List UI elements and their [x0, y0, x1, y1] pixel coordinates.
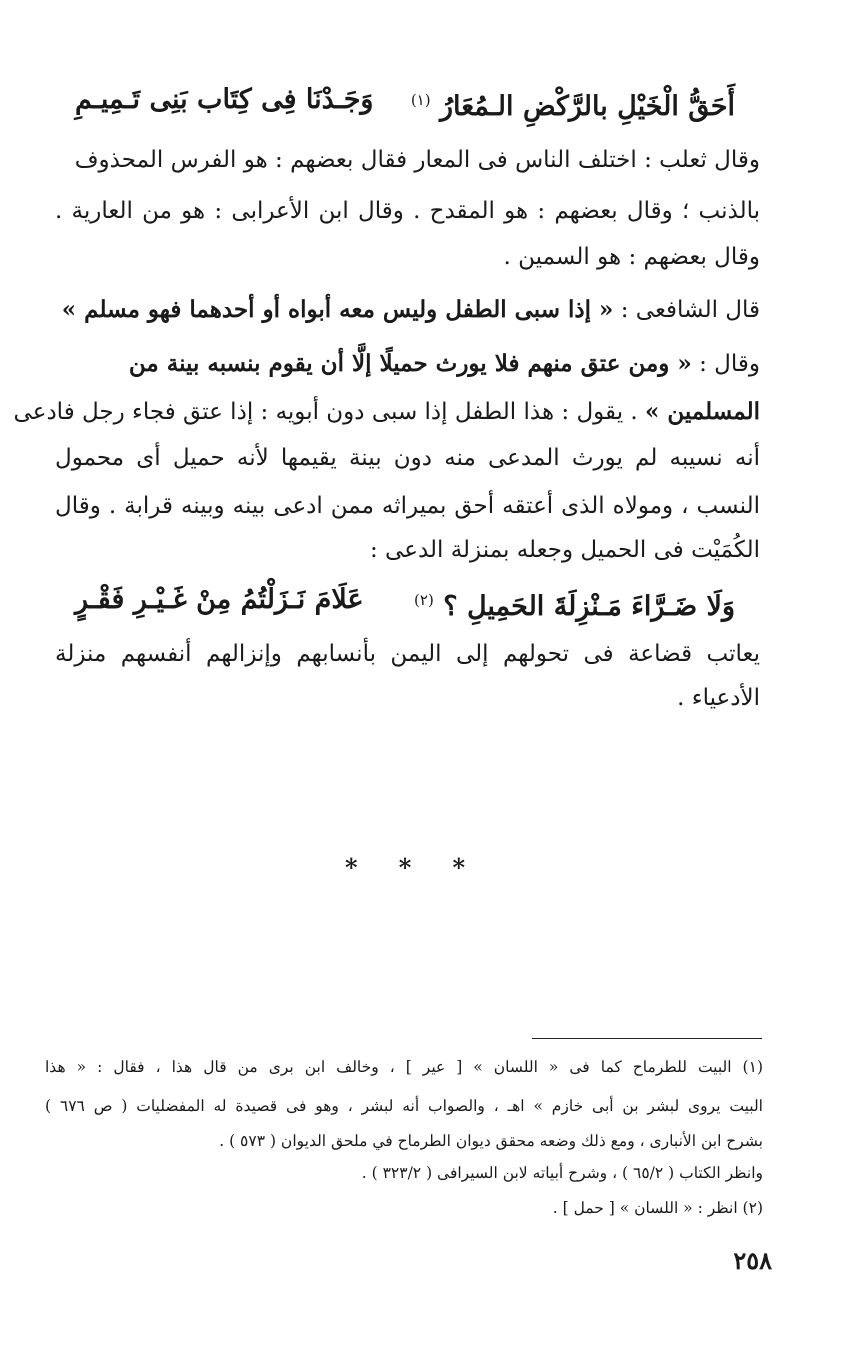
shafii-lead: قال الشافعى : [620, 297, 760, 323]
footnote-1-line-4: وانظر الكتاب ( ٦٥/٢ ) ، وشرح أبياته لابن السيرافى ( ٣٢٣/٢ ) . [361, 1164, 763, 1182]
page-number: ٢٥٨ [733, 1246, 772, 1275]
verse-1-second-hemistich: أَحَقُّ الْخَيْلِ بالرَّكْضِ الـمُعَارُ $^{(١)}$ [410, 91, 735, 122]
paragraph-1-line-3: وقال بعضهم : هو السمين . [503, 244, 760, 270]
paragraph-2-quote-end: المسلمين » [645, 398, 760, 425]
paragraph-3-line-1: يعاتب قضاعة فى تحولهم إلى اليمن بأنسابهم وإنزالهم أنفسهم منزلة [55, 641, 760, 667]
footnote-1-line-1: (١) البيت للطرماح كما فى « اللسان » [ عير ] ، وخالف ابن برى من قال هذا ، فقال : « هذا [45, 1058, 763, 1076]
separator-star: * [398, 853, 412, 882]
paragraph-2-quote-start: « ومن عتق منهم فلا يورث حميلًا إلَّا أن يقوم بنسبه بينة من [128, 350, 692, 377]
verse-2 [75, 580, 735, 627]
footnote-2: (٢) انظر : « اللسان » [ حمل ] . [552, 1199, 763, 1217]
paragraph-2-line-5: الكُمَيْت فى الحميل وجعله بمنزلة الدعى : [369, 537, 760, 563]
verse-1 [75, 80, 735, 127]
paragraph-3-line-2: الأدعياء . [677, 685, 760, 711]
verse-1-first-hemistich: وَجَـدْنَا فِى كِتَاب بَنِى تَـمِيـمِ [75, 84, 374, 115]
verse-2-first-hemistich: عَلَامَ نَـزَلْتُمُ مِنْ غَـيْـرِ فَقْـرٍ [75, 584, 364, 615]
paragraph-2-lead: وقال : [699, 351, 760, 377]
section-separator [345, 853, 465, 883]
footnote-ref-2: (٢) [414, 591, 434, 609]
footnote-1-line-2: البيت يروى لبشر بن أبى خازم » اهـ ، والصواب أنه لبشر ، وهو فى قصيدة له المفضليات ( ص ٦٧٦ ) [45, 1097, 763, 1115]
footnote-ref-1: (١) [410, 91, 431, 109]
shafii-line [55, 290, 760, 330]
verse-2-second-hemistich: وَلَا ضَـرَّاءَ مَـنْزِلَةَ الحَمِيلِ ؟ $^{(٢)}$ [414, 591, 735, 622]
footnote-1-line-3: بشرح ابن الأنبارى ، ومع ذلك وضعه محقق ديوان الطرماح في ملحق الديوان ( ٥٧٣ ) . [219, 1132, 763, 1150]
paragraph-2-line-2-rest: . يقول : هذا الطفل إذا سبى دون أبويه : إذا عتق فجاء رجل فادعى [13, 399, 638, 425]
paragraph-2-line-2 [13, 392, 760, 432]
shafii-quote: « إذا سبى الطفل وليس معه أبواه أو أحدهما فهو مسلم » [61, 296, 614, 323]
paragraph-1-line-2: بالذنب ؛ وقال بعضهم : هو المقدح . وقال ابن الأعرابى : هو من العارية . [55, 198, 760, 224]
separator-star: * [452, 853, 465, 882]
paragraph-2-line-4: النسب ، ومولاه الذى أعتقه أحق بميراثه ممن ادعى بينه وبينه قرابة . وقال [55, 493, 760, 519]
paragraph-2-line-3: أنه نسيبه لم يورث المدعى منه دون بينة يقيمها لأنه حميل أى محمول [55, 445, 760, 471]
footnote-divider [532, 1038, 762, 1039]
paragraph-1-line-1: وقال ثعلب : اختلف الناس فى المعار فقال بعضهم : هو الفرس المحذوف [74, 147, 760, 173]
paragraph-2-line-1 [55, 344, 760, 384]
separator-star: * [345, 853, 358, 882]
